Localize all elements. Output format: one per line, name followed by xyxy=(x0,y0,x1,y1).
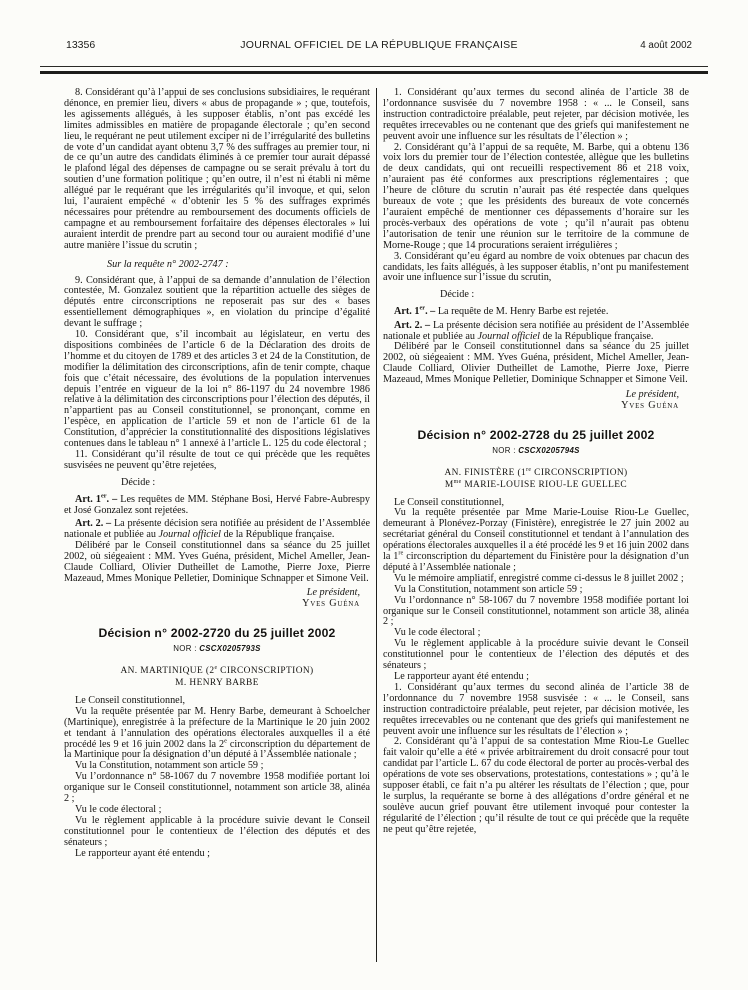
decision-heading: Décision n° 2002-2728 du 25 juillet 2002 xyxy=(417,427,655,442)
header-rule-thick xyxy=(40,71,708,74)
request-subhead: Sur la requête n° 2002-2747 : xyxy=(107,258,229,270)
page-header xyxy=(66,39,692,55)
paragraph: Le rapporteur ayant été entendu ; xyxy=(75,847,210,859)
signature-role: Le président, xyxy=(625,389,679,401)
paragraph: Vu la Constitution, notamment son article 59 ; xyxy=(75,760,264,772)
paragraph: Vu le code électoral ; xyxy=(394,627,481,639)
paragraph: Délibéré par le Conseil constitutionnel dans sa séance du 25 juillet 2002, où siégeaient : MM. Yves Guéna, président, Michel Ameller, Jean-Claude Colliard, Olivier Dutheillet de Lamothe, Pierre Joxe, Pierre Mazeaud, Mmes Monique Pelletier, Dominique Schnapper et Simone Veil. xyxy=(64,539,370,584)
column-gap xyxy=(370,88,383,860)
case-subheading: AN. MARTINIQUE (2e CIRCONSCRIPTION) xyxy=(120,664,314,677)
paragraph: Vu la Constitution, notamment son article 59 ; xyxy=(394,583,583,595)
paragraph: Vu le règlement applicable à la procédure suivie devant le Conseil constitutionnel pour le contentieux de l’élection des députés et des sénateurs ; xyxy=(64,814,370,848)
case-subheading: AN. FINISTÈRE (1re CIRCONSCRIPTION) xyxy=(444,466,628,478)
nor-line: NOR : CSCX0205794S xyxy=(492,445,580,455)
paragraph: Le Conseil constitutionnel, xyxy=(394,496,505,508)
paragraph: Vu l’ordonnance n° 58-1067 du 7 novembre 1958 modifiée portant loi organique sur le Conseil constitutionnel, notamment son article 38, alinéa 2 ; xyxy=(64,771,370,805)
signature-name: Yves Guéna xyxy=(302,598,360,610)
paragraph: 2. Considérant qu’à l’appui de sa contestation Mme Riou-Le Guellec fait valoir qu’elle a été « privée arbitrairement du droit consacré pour tout candidat par l’article L. 67 du code électoral de porter au procès-verbal des opérations de vote ses observations, protestations, contestations » ; qu’à le supposer établi, ce fait n’a pu altérer les résultats de l’élection ; que, pour le surplus, la requérante se borne à des allégations d’ordre général et ne soulève aucun grief pouvant être utilement invoqué pour contester la régularité de l’élection ; qu’il résulte de tout ce qui précède que la requête ne peut qu’être rejetée, xyxy=(383,736,689,835)
paragraph: Vu l’ordonnance n° 58-1067 du 7 novembre 1958 modifiée portant loi organique sur le Conseil constitutionnel, notamment son article 38, alinéa 2 ; xyxy=(383,594,689,628)
issue-date: 4 août 2002 xyxy=(640,40,692,51)
page-number: 13356 xyxy=(66,39,96,51)
paragraph: Vu la requête présentée par M. Henry Barbe, demeurant à Schoelcher (Martinique), enregistrée à la préfecture de la Martinique le 20 juin 2002 et tendant à l’annulation des opérations électorales auxquelles il a été procédé les 9 et 16 juin 2002 dans la 2e circonscription du département de la Martinique pour la désignation d’un député à l’Assemblée nationale ; xyxy=(64,705,370,761)
paragraph: 2. Considérant qu’à l’appui de sa requête, M. Barbe, qui a obtenu 136 voix lors du premier tour de l’élection contestée, allègue que les bulletins de deux candidats, qui ont recueilli respectivement 86 et 218 voix, n’auraient pas été conformes aux prescriptions réglementaires ; que l’heure de clôture du scrutin n’aurait pas été respectée dans quelques bureaux de vote ; que les présidents des bureaux de vote concernés l’auraient empêché de mentionner ces dépassements d’horaire sur les procès-verbaux des opérations de vote ; qu’il n’aurait pas obtenu l’autorisation de tenir une réunion sur le territoire de la commune de Morne-Rouge ; que 14 procurations seraient irrégulières ; xyxy=(383,141,689,251)
paragraph: 3. Considérant qu’eu égard au nombre de voix obtenues par chacun des candidats, les faits allégués, à les supposer établis, n’ont pu manifestement avoir une influence sur l’issue du scrutin, xyxy=(383,250,689,284)
decision-heading: Décision n° 2002-2720 du 25 juillet 2002 xyxy=(98,626,336,641)
paragraph: Vu le règlement applicable à la procédure suivie devant le Conseil constitutionnel pour le contentieux de l’élection des députés et des sénateurs ; xyxy=(383,638,689,672)
column-right xyxy=(383,88,689,860)
paragraph: Délibéré par le Conseil constitutionnel dans sa séance du 25 juillet 2002, où siégeaient : MM. Yves Guéna, président, Michel Ameller, Jean-Claude Colliard, Olivier Dutheillet de Lamothe, Pierre Joxe, Pierre Mazeaud, Mmes Monique Pelletier, Dominique Schnapper et Simone Veil. xyxy=(383,341,689,386)
paragraph: 1. Considérant qu’aux termes du second alinéa de l’article 38 de l’ordonnance susvisée du 7 novembre 1958 : « ... le Conseil, sans instruction contradictoire préalable, peut rejeter, par décision motivée, les requêtes irrecevables ou ne contenant que des griefs qui manifestement ne peuvent avoir une influence sur les résultats de l’élection » ; xyxy=(383,87,689,142)
paragraph: Le rapporteur ayant été entendu ; xyxy=(394,671,529,682)
article-paragraph: Art. 1er. – Les requêtes de MM. Stéphane Bosi, Hervé Fabre-Aubrespy et José Gonzalez sont rejetées. xyxy=(64,492,370,516)
decide-line: Décide : xyxy=(121,476,156,488)
article-paragraph: Art. 1er. – La requête de M. Henry Barbe est rejetée. xyxy=(394,304,609,318)
article-paragraph: Art. 2. – La présente décision sera notifiée au président de l’Assemblée nationale et publiée au Journal officiel de la République française. xyxy=(383,319,689,342)
paragraph: Vu le code électoral ; xyxy=(75,803,162,815)
paragraph: 9. Considérant que, à l’appui de sa demande d’annulation de l’élection contestée, M. Gonzalez soutient que la répartition actuelle des sièges de députés entre circonscriptions ne reposerait pas sur des « bases essentiellement démographiques », en violation du principe d’égalité devant le suffrage ; xyxy=(64,274,370,330)
column-divider xyxy=(376,88,377,962)
journal-title: JOURNAL OFFICIEL DE LA RÉPUBLIQUE FRANÇAISE xyxy=(240,39,518,51)
decide-line: Décide : xyxy=(440,289,475,301)
signature-name: Yves Guéna xyxy=(621,399,679,411)
paragraph: Le Conseil constitutionnel, xyxy=(75,694,186,706)
signature-role: Le président, xyxy=(306,587,360,599)
paragraph: Vu le mémoire ampliatif, enregistré comme ci-dessus le 8 juillet 2002 ; xyxy=(394,572,684,584)
paragraph: 8. Considérant qu’à l’appui de ses conclusions subsidiaires, le requérant dénonce, en premier lieu, divers « abus de propagande » ; que, toutefois, les agissements allégués, à les supposer établis, n’ont pas excédé les limites admissibles en matière de propagande électorale ; qu’en second lieu, le requérant ne peut utilement exciper ni de l’irrégularité des bulletins de vote d’un candidat ayant obtenu 3,7 % des suffrages au premier tour, ni de ce qu’un autre des candidats éliminés à ce premier tour aurait dépassé le plafond légal des dépenses de campagne ou se serait prévalu à tort du soutien d’une formation politique ; qu’en outre, il n’est ni établi ni même allégué par le requérant que les irrégularités qu’il invoque, et qui, selon lui, l’auraient empêché « d’obtenir les 5 % des suffrages exprimés nécessaires pour prétendre au remboursement des documents officiels de campagne et au remboursement forfaitaire des dépenses électorales » lui auraient interdit de prendre part au second tour ou auraient modifié d’une autre manière l’issue du scrutin ; xyxy=(64,87,370,251)
column-left xyxy=(64,88,370,860)
text-columns xyxy=(64,88,690,860)
case-subheading: $M^{me}$ MARIE-LOUISE RIOU-LE GUELLEC xyxy=(444,478,628,490)
nor-line: NOR : CSCX0205793S xyxy=(173,644,261,654)
paragraph: 11. Considérant qu’il résulte de tout ce qui précède que les requêtes susvisées ne peuvent qu’être rejetées, xyxy=(64,449,370,471)
paragraph: 10. Considérant que, s’il incombait au législateur, en vertu des dispositions combinées de l’article 6 de la Déclaration des droits de l’homme et du citoyen de 1789 et des articles 3 et 24 de la Constitution, de modifier la délimitation des circonscriptions, afin de tenir compte, chaque fois que c’était nécessaire, des évolutions de la population intervenues depuis l’entrée en vigueur de la loi n° 86-1197 du 24 novembre 1986 relative à la délimitation des circonscriptions pour l’élection des députés, il n’appartient pas au Conseil constitutionnel, se prononçant, comme en l’espèce, en application de l’article 59 et non de l’article 61 de la Constitution, d’apprécier la constitutionnalité des dispositions législatives contenues dans le tableau n° 1 annexé à l’article L. 125 du code électoral ; xyxy=(64,329,370,450)
article-paragraph: Art. 2. – La présente décision sera notifiée au président de l’Assemblée nationale et publiée au Journal officiel de la République française. xyxy=(64,518,370,540)
paragraph: 1. Considérant qu’aux termes du second alinéa de l’article 38 de l’ordonnance du 7 novembre 1958 susvisée : « ... le Conseil, sans instruction contradictoire préalable, peut rejeter, par décision motivée, les requêtes irrecevables ou ne contenant que des griefs qui manifestement ne peuvent avoir une influence sur les résultats de l’élection » ; xyxy=(383,681,689,737)
header-rule-thin xyxy=(40,66,708,67)
paragraph: Vu la requête présentée par Mme Marie-Louise Riou-Le Guellec, demeurant à Plonévez-Porzay (Finistère), enregistrée le 27 juin 2002 au secrétariat général du Conseil constitutionnel et tendant à l’annulation des opérations électorales auxquelles il a été procédé les 9 et 16 juin 2002 dans la 1re circonscription du département du Finistère pour la désignation d’un député à l’Assemblée nationale ; xyxy=(383,507,689,573)
case-subheading: M. HENRY BARBE xyxy=(175,678,259,688)
